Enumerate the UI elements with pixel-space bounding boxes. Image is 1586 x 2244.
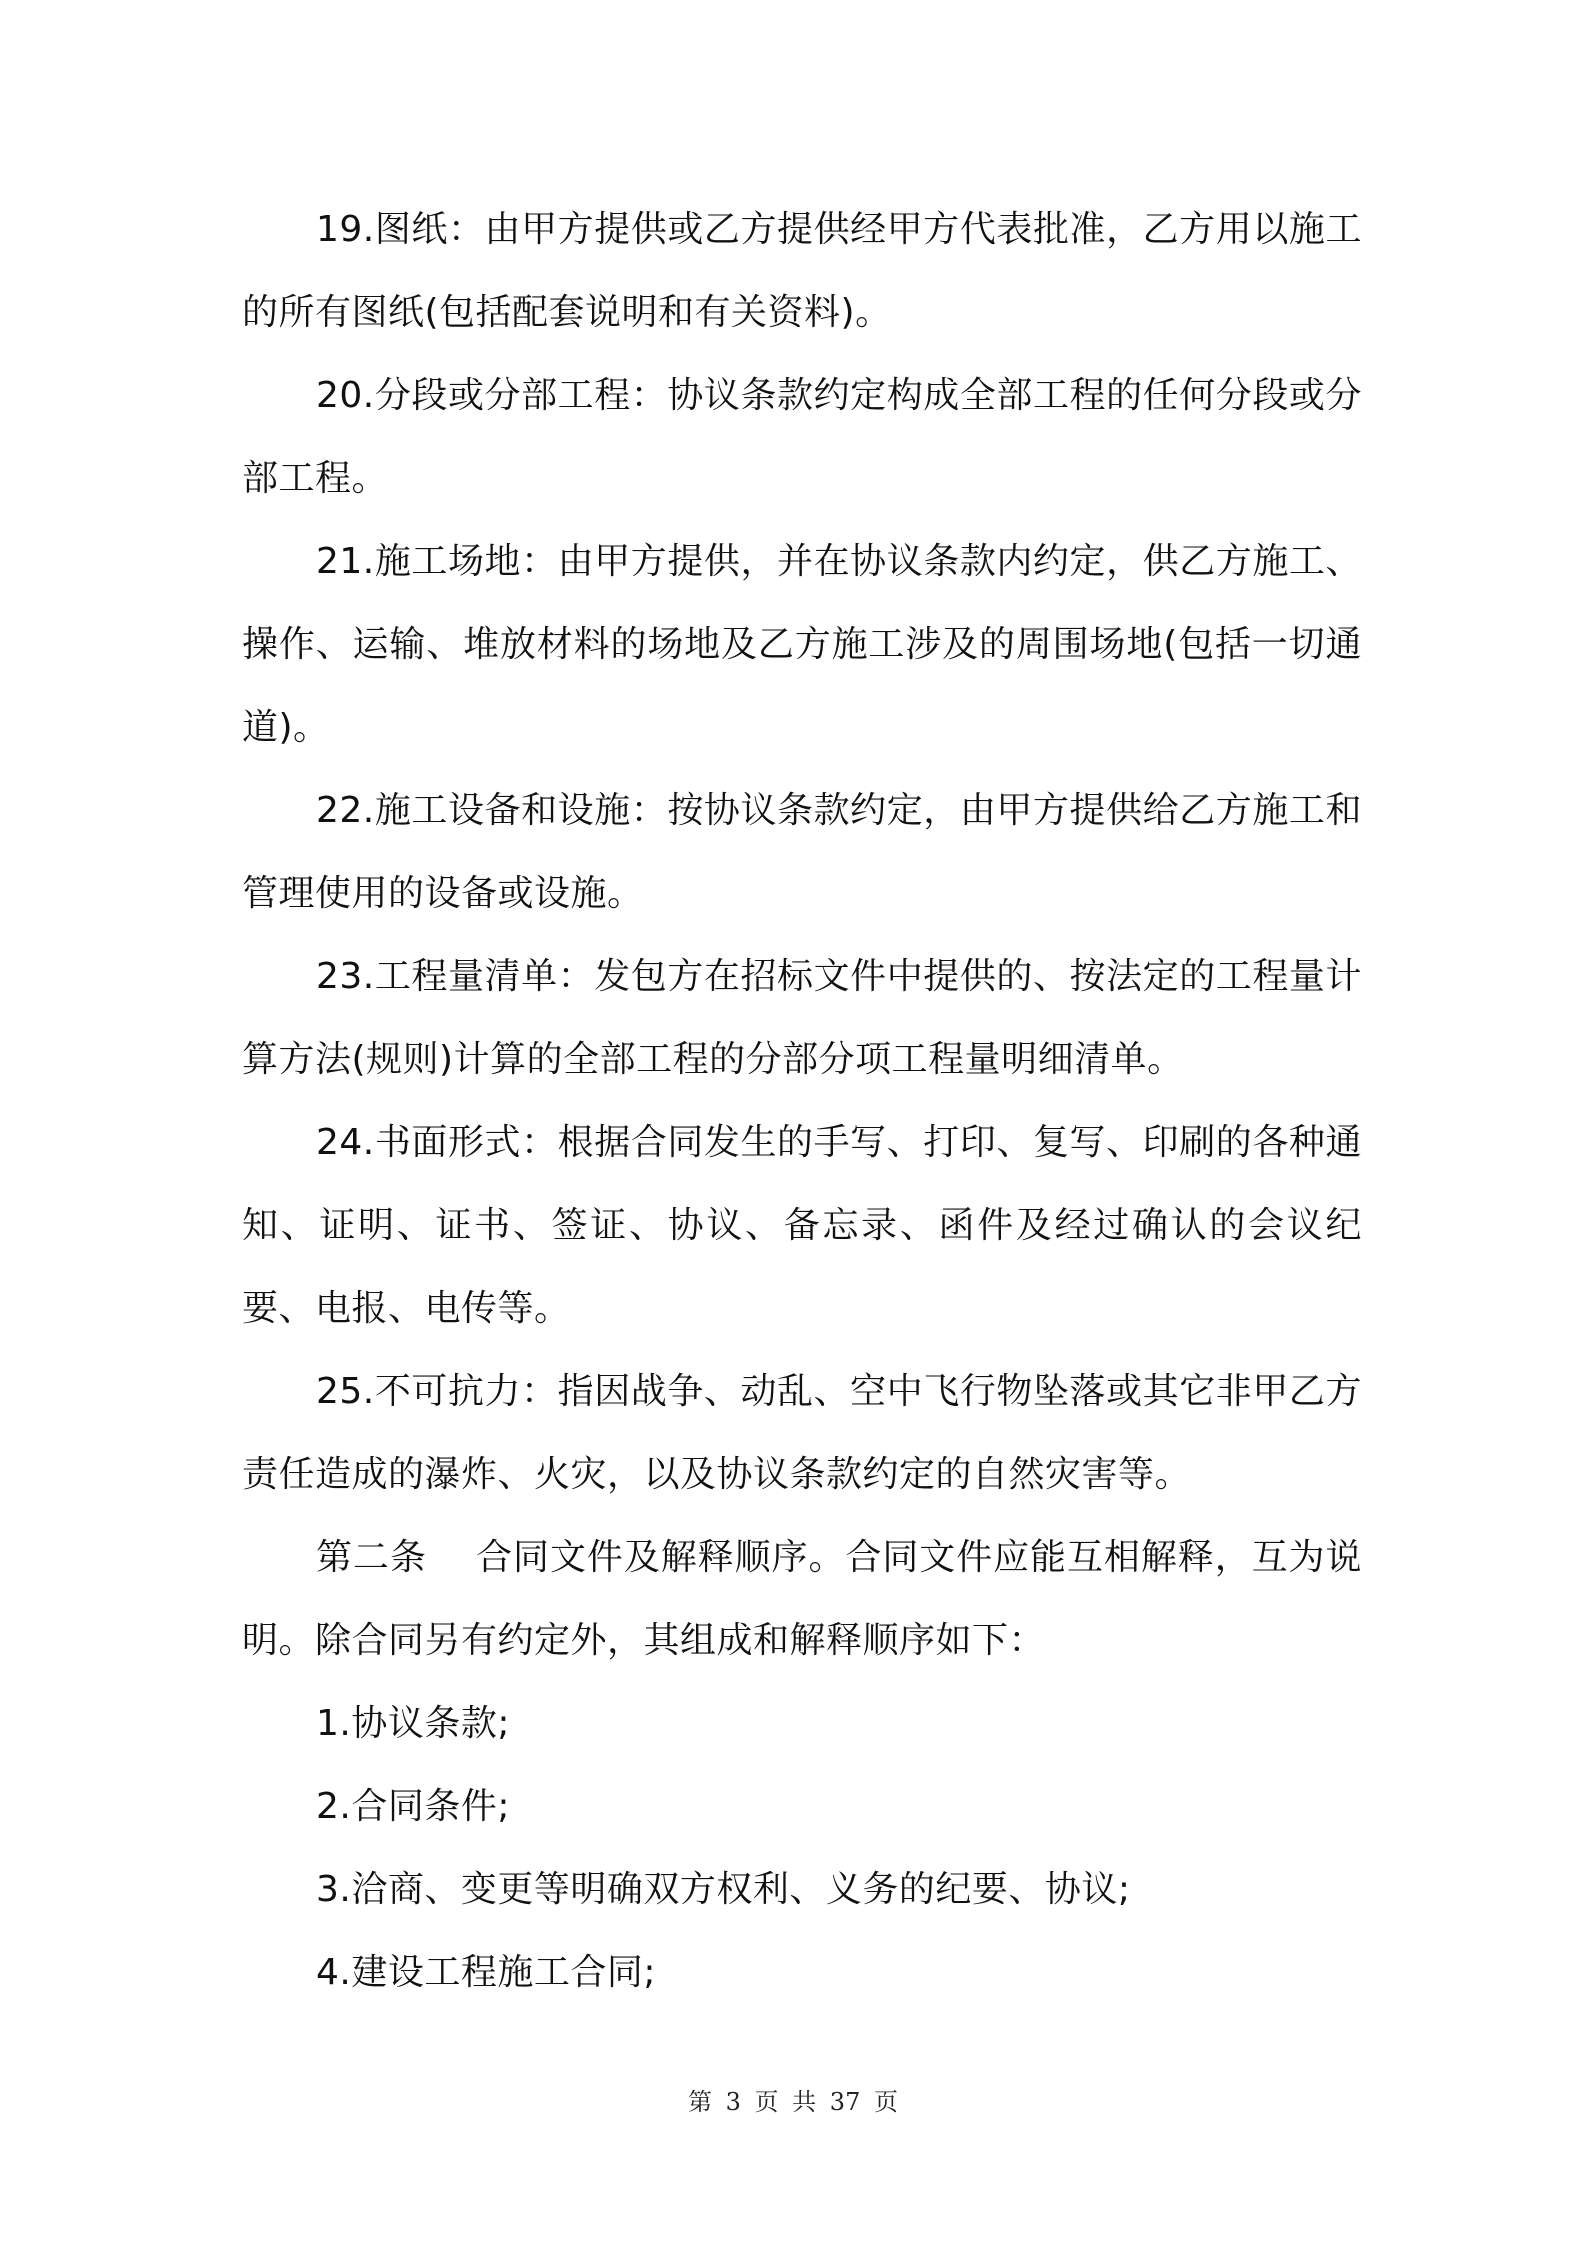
clause-20-sections: 20.分段或分部工程：协议条款约定构成全部工程的任何分段或分部工程。 [242, 375, 1362, 499]
list-item-4: 4.建设工程施工合同; [316, 1952, 656, 1993]
list-item-1: 1.协议条款; [316, 1703, 510, 1744]
clause-22-equipment: 22.施工设备和设施：按协议条款约定，由甲方提供给乙方施工和管理使用的设备或设施。 [242, 790, 1362, 914]
clause-24-written-form: 24.书面形式：根据合同发生的手写、打印、复写、印刷的各种通知、证明、证书、签证、协议、备忘录、函件及经过确认的会议纪要、电报、电传等。 [242, 1122, 1362, 1329]
clause-21-site: 21.施工场地：由甲方提供，并在协议条款内约定，供乙方施工、操作、运输、堆放材料的场地及乙方施工涉及的周围场地(包括一切通道)。 [242, 541, 1362, 748]
clause-25-force-majeure: 25.不可抗力：指因战争、动乱、空中飞行物坠落或其它非甲乙方责任造成的瀑炸、火灾，以及协议条款约定的自然灾害等。 [242, 1371, 1362, 1495]
article-2-heading: 第二条 合同文件及解释顺序。合同文件应能互相解释，互为说明。除合同另有约定外，其组成和解释顺序如下： [242, 1537, 1362, 1661]
clause-19-drawings: 19.图纸：由甲方提供或乙方提供经甲方代表批准，乙方用以施工的所有图纸(包括配套说明和有关资料)。 [242, 209, 1362, 333]
page-number-footer: 第 3 页 共 37 页 [688, 2088, 898, 2116]
list-item-3: 3.洽商、变更等明确双方权利、义务的纪要、协议; [316, 1869, 1131, 1910]
list-item-2: 2.合同条件; [316, 1786, 510, 1827]
clause-23-bill-of-quantities: 23.工程量清单：发包方在招标文件中提供的、按法定的工程量计算方法(规则)计算的全部工程的分部分项工程量明细清单。 [242, 956, 1362, 1080]
document-body [242, 188, 1362, 2014]
